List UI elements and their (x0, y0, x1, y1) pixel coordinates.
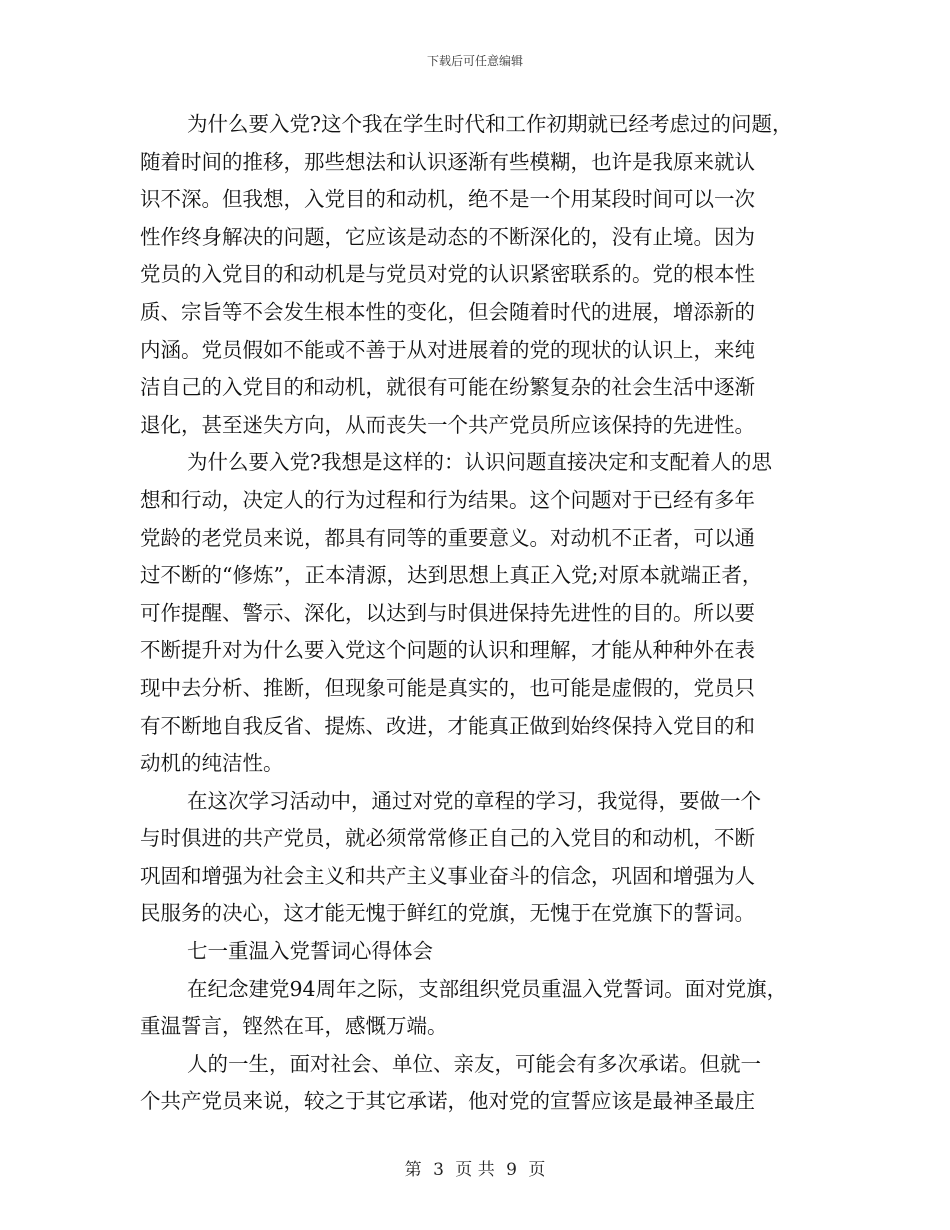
text-line: 洁自己的入党目的和动机，就很有可能在纷繁复杂的社会生活中逐渐 (140, 375, 755, 400)
document-body (140, 106, 810, 1121)
text-line: 不断提升对为什么要入党这个问题的认识和理解，才能从种种外在表 (140, 638, 755, 663)
text-line: 党员的入党目的和动机是与党员对党的认识紧密联系的。党的根本性 (140, 262, 755, 287)
text-line: 退化，甚至迷失方向，从而丧失一个共产党员所应该保持的先进性。 (140, 412, 755, 437)
text-line: 人的一生，面对社会、单位、亲友，可能会有多次承诺。但就一 (187, 1051, 761, 1076)
text-line: 与时俱进的共产党员，就必须常常修正自己的入党目的和动机，不断 (140, 826, 755, 851)
text-line: 为什么要入党?这个我在学生时代和工作初期就已经考虑过的问题， (187, 112, 793, 136)
text-line: 巩固和增强为社会主义和共产主义事业奋斗的信念，巩固和增强为人 (140, 863, 755, 888)
text-line: 在纪念建党94周年之际，支部组织党员重温入党誓词。面对党旗， (187, 976, 788, 1001)
text-line: 内涵。党员假如不能或不善于从对进展着的党的现状的认识上，来纯 (140, 337, 755, 362)
text-line: 识不深。但我想，入党目的和动机，绝不是一个用某段时间可以一次 (140, 187, 755, 212)
total-page-count: 9 (506, 1160, 517, 1180)
text-line: 随着时间的推移，那些想法和认识逐渐有些模糊，也许是我原来就认 (140, 149, 755, 174)
text-line: 质、宗旨等不会发生根本性的变化，但会随着时代的进展，增添新的 (140, 299, 755, 324)
footer-suffix: 页 (528, 1160, 546, 1180)
footer-middle: 页 共 (455, 1160, 495, 1180)
text-line: 动机的纯洁性。 (140, 751, 284, 776)
text-line: 想和行动，决定人的行为过程和行为结果。这个问题对于已经有多年 (140, 487, 755, 512)
text-line: 现中去分析、推断，但现象可能是真实的，也可能是虚假的，党员只 (140, 675, 755, 700)
footer-prefix: 第 (404, 1160, 422, 1180)
text-line: 重温誓言，铿然在耳，感慨万端。 (140, 1014, 448, 1039)
text-line: 个共产党员来说，较之于其它承诺，他对党的宣誓应该是最神圣最庄 (140, 1089, 755, 1114)
current-page-number: 3 (433, 1160, 444, 1180)
text-line: 过不断的“修炼”，正本清源，达到思想上真正入党;对原本就端正者， (140, 563, 763, 588)
text-line: 性作终身解决的问题，它应该是动态的不断深化的，没有止境。因为 (140, 224, 755, 249)
text-line: 有不断地自我反省、提炼、改进，才能真正做到始终保持入党目的和 (140, 713, 755, 738)
text-line: 为什么要入党?我想是这样的：认识问题直接决定和支配着人的思 (187, 450, 772, 475)
text-line: 在这次学习活动中，通过对党的章程的学习，我觉得，要做一个 (187, 788, 761, 813)
page-footer (0, 1155, 950, 1180)
text-line: 可作提醒、警示、深化，以达到与时俱进保持先进性的目的。所以要 (140, 600, 755, 625)
text-line: 民服务的决心，这才能无愧于鲜红的党旗，无愧于在党旗下的誓词。 (140, 901, 755, 926)
text-line: 党龄的老党员来说，都具有同等的重要意义。对动机不正者，可以通 (140, 525, 755, 550)
text-line: 七一重温入党誓词心得体会 (187, 939, 433, 964)
page-header: 下载后可任意编辑 (426, 54, 523, 68)
